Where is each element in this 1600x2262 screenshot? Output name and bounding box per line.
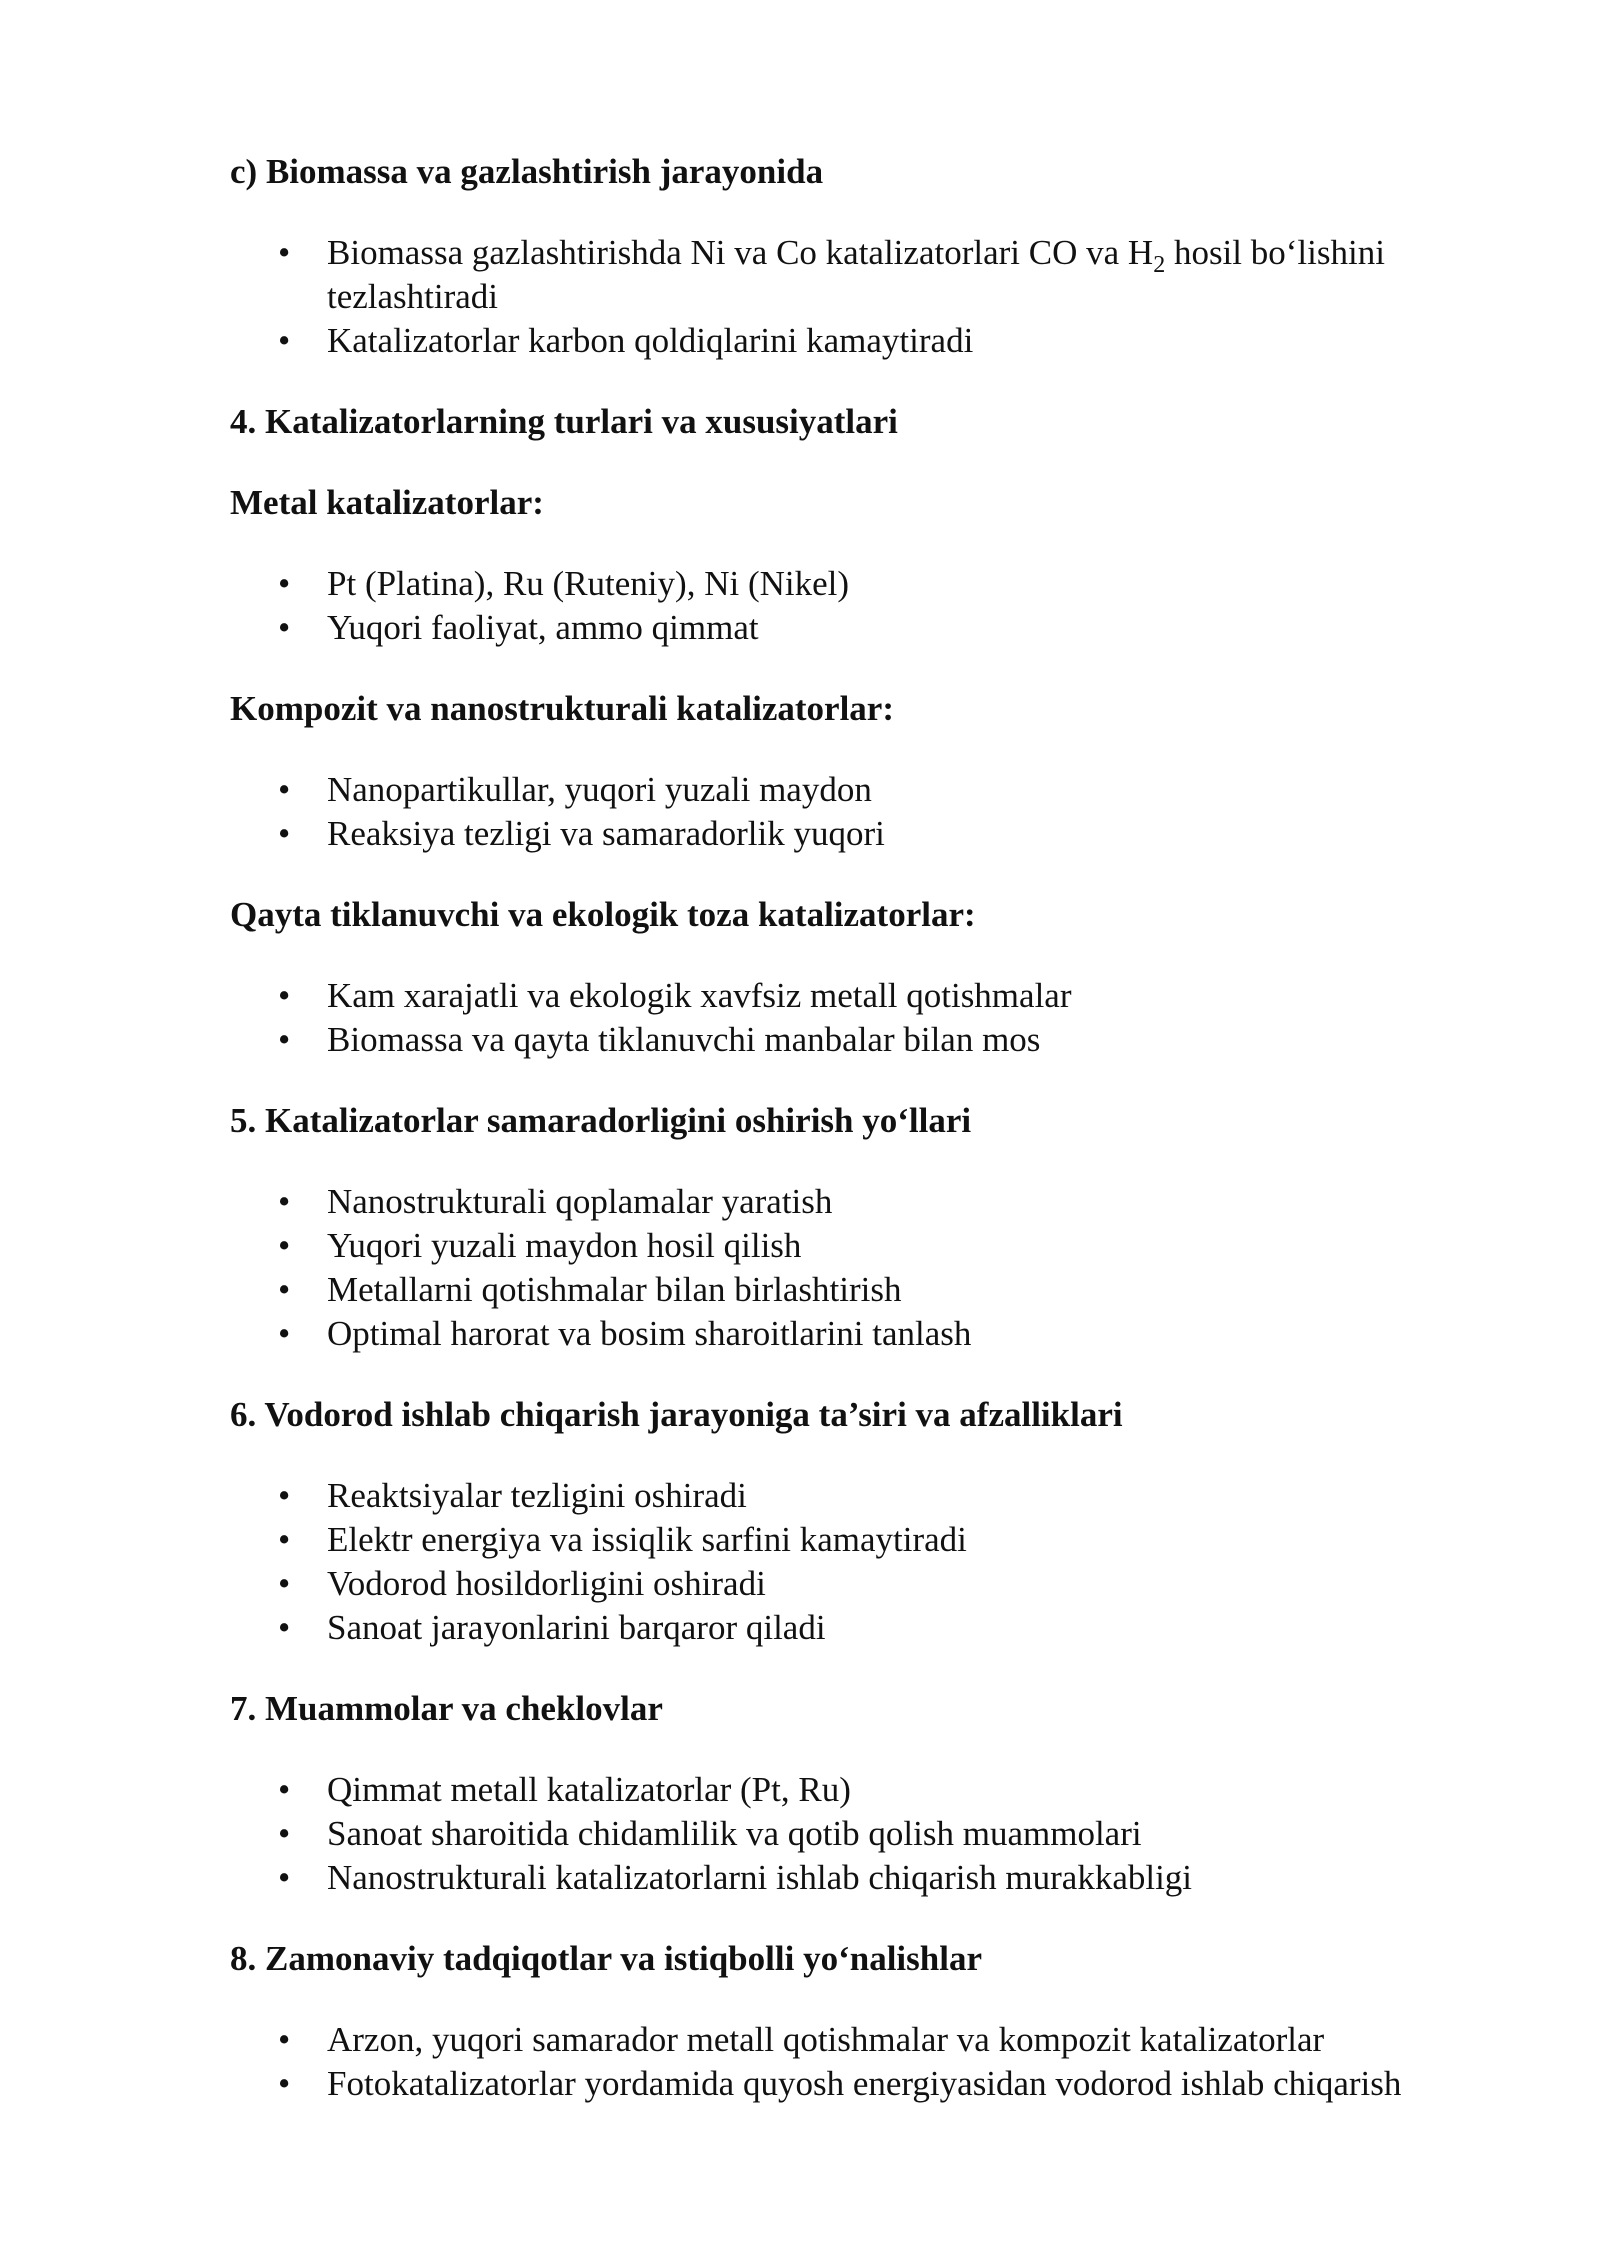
bullet-list — [230, 1474, 1500, 1650]
section-heading: 5. Katalizatorlar samaradorligini oshirish yo‘llari — [230, 1101, 972, 1140]
bullet-list — [230, 768, 1500, 856]
subsection-heading: Kompozit va nanostrukturali katalizatorlar: — [230, 689, 894, 728]
list-item: • Reaktsiyalar tezligini oshiradi — [230, 1474, 1500, 1518]
bullet-list — [230, 974, 1500, 1062]
list-item: • Optimal harorat va bosim sharoitlarini tanlash — [230, 1312, 1500, 1356]
list-item: • Metallarni qotishmalar bilan birlashtirish — [230, 1268, 1500, 1312]
list-item: • Yuqori faoliyat, ammo qimmat — [230, 606, 1500, 650]
list-item: • Qimmat metall katalizatorlar (Pt, Ru) — [230, 1768, 1500, 1812]
list-item: • Vodorod hosildorligini oshiradi — [230, 1562, 1500, 1606]
list-item: • Nanostrukturali katalizatorlarni ishlab chiqarish murakkabligi — [230, 1856, 1500, 1900]
list-item: • Elektr energiya va issiqlik sarfini kamaytiradi — [230, 1518, 1500, 1562]
subsection-heading: Qayta tiklanuvchi va ekologik toza katalizatorlar: — [230, 895, 976, 934]
section-heading: 4. Katalizatorlarning turlari va xususiyatlari — [230, 402, 898, 441]
section-heading: 7. Muammolar va cheklovlar — [230, 1689, 663, 1728]
list-item: • Sanoat jarayonlarini barqaror qiladi — [230, 1606, 1500, 1650]
bullet-list — [230, 562, 1500, 650]
list-item: • Pt (Platina), Ru (Ruteniy), Ni (Nikel) — [230, 562, 1500, 606]
list-item: • Nanopartikullar, yuqori yuzali maydon — [230, 768, 1500, 812]
list-item: • Fotokatalizatorlar yordamida quyosh energiyasidan vodorod ishlab chiqarish — [230, 2062, 1500, 2106]
list-item: • Nanostrukturali qoplamalar yaratish — [230, 1180, 1500, 1224]
list-item: • Sanoat sharoitida chidamlilik va qotib qolish muammolari — [230, 1812, 1500, 1856]
list-item: • Biomassa gazlashtirishda Ni va Co katalizatorlari CO va $H_2$ hosil bo‘lishini tezlashtiradi — [230, 231, 1500, 319]
section-heading: 8. Zamonaviy tadqiqotlar va istiqbolli yo‘nalishlar — [230, 1939, 982, 1978]
bullet-list — [230, 2018, 1500, 2106]
bullet-list — [230, 1180, 1500, 1356]
list-item: • Arzon, yuqori samarador metall qotishmalar va kompozit katalizatorlar — [230, 2018, 1500, 2062]
list-item: • Kam xarajatli va ekologik xavfsiz metall qotishmalar — [230, 974, 1500, 1018]
list-item: • Biomassa va qayta tiklanuvchi manbalar bilan mos — [230, 1018, 1500, 1062]
subsection-heading: Metal katalizatorlar: — [230, 483, 544, 522]
list-item: • Katalizatorlar karbon qoldiqlarini kamaytiradi — [230, 319, 1500, 363]
bullet-list — [230, 231, 1500, 363]
bullet-list — [230, 1768, 1500, 1900]
list-item: • Reaksiya tezligi va samaradorlik yuqori — [230, 812, 1500, 856]
section-heading: c) Biomassa va gazlashtirish jarayonida — [230, 152, 824, 191]
section-heading: 6. Vodorod ishlab chiqarish jarayoniga ta’siri va afzalliklari — [230, 1395, 1123, 1434]
list-item: • Yuqori yuzali maydon hosil qilish — [230, 1224, 1500, 1268]
document-page — [230, 150, 1500, 2106]
